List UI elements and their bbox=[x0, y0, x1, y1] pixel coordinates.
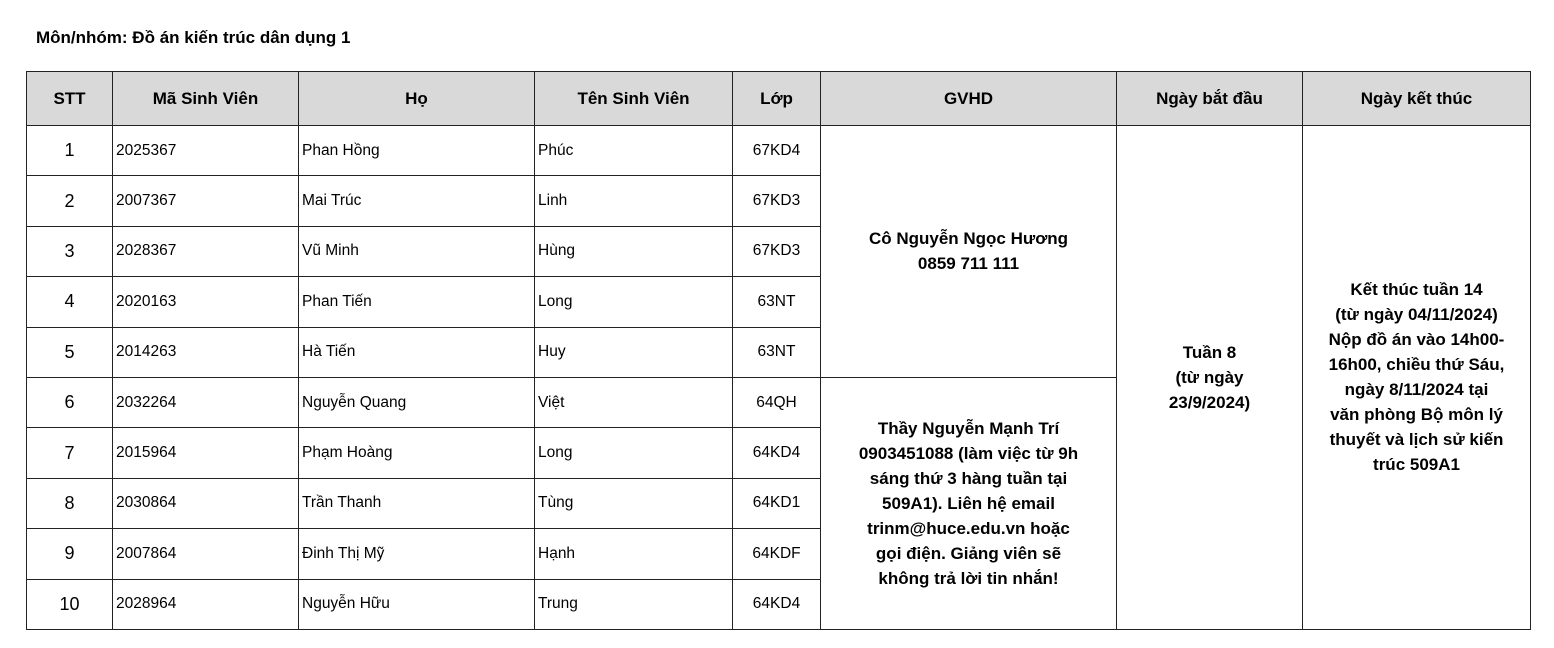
start-line: (từ ngày bbox=[1175, 367, 1244, 387]
start-line: 23/9/2024) bbox=[1168, 392, 1251, 412]
end-date-cell bbox=[1303, 126, 1531, 630]
cell-first-name: Việt bbox=[535, 377, 733, 427]
cell-last-name: Hà Tiến bbox=[299, 327, 535, 377]
end-line: thuyết và lịch sử kiến bbox=[1329, 430, 1504, 450]
start-line: Tuần 8 bbox=[1182, 342, 1237, 362]
cell-class: 64KD1 bbox=[733, 478, 821, 528]
header-supervisor: GVHD bbox=[821, 72, 1117, 126]
cell-first-name: Long bbox=[535, 277, 733, 327]
cell-student-id: 2007864 bbox=[113, 529, 299, 579]
cell-last-name: Phan Hồng bbox=[299, 126, 535, 176]
supervisor-2-line: gọi điện. Giảng viên sẽ bbox=[875, 543, 1062, 563]
cell-first-name: Linh bbox=[535, 176, 733, 226]
cell-student-id: 2030864 bbox=[113, 478, 299, 528]
header-first-name: Tên Sinh Viên bbox=[535, 72, 733, 126]
end-line: ngày 8/11/2024 tại bbox=[1344, 380, 1489, 400]
header-class: Lớp bbox=[733, 72, 821, 126]
supervisor-2-line: trinm@huce.edu.vn hoặc bbox=[867, 518, 1070, 538]
cell-student-id: 2014263 bbox=[113, 327, 299, 377]
header-start-date: Ngày bắt đầu bbox=[1117, 72, 1303, 126]
supervisor-2-line: Thầy Nguyễn Mạnh Trí bbox=[877, 418, 1060, 438]
cell-stt: 2 bbox=[27, 176, 113, 226]
cell-student-id: 2020163 bbox=[113, 277, 299, 327]
cell-class: 64KD4 bbox=[733, 428, 821, 478]
cell-stt: 5 bbox=[27, 327, 113, 377]
end-line: 16h00, chiều thứ Sáu, bbox=[1328, 355, 1505, 375]
cell-last-name: Mai Trúc bbox=[299, 176, 535, 226]
cell-student-id: 2025367 bbox=[113, 126, 299, 176]
cell-last-name: Nguyễn Quang bbox=[299, 377, 535, 427]
supervisor-2-line: 0903451088 (làm việc từ 9h bbox=[858, 443, 1079, 463]
cell-first-name: Long bbox=[535, 428, 733, 478]
end-line: trúc 509A1 bbox=[1373, 455, 1460, 475]
supervisor-2-line: không trả lời tin nhắn! bbox=[878, 568, 1059, 588]
table-row bbox=[27, 126, 1531, 176]
cell-student-id: 2028964 bbox=[113, 579, 299, 629]
cell-student-id: 2007367 bbox=[113, 176, 299, 226]
cell-stt: 6 bbox=[27, 377, 113, 427]
cell-last-name: Nguyễn Hữu bbox=[299, 579, 535, 629]
supervisor-2-line: 509A1). Liên hệ email bbox=[882, 493, 1055, 513]
header-row bbox=[27, 72, 1531, 126]
header-stt: STT bbox=[27, 72, 113, 126]
end-line: Nộp đồ án vào 14h00- bbox=[1328, 330, 1505, 350]
supervisor-1-cell bbox=[821, 126, 1117, 378]
cell-stt: 7 bbox=[27, 428, 113, 478]
cell-first-name: Tùng bbox=[535, 478, 733, 528]
cell-student-id: 2028367 bbox=[113, 226, 299, 276]
cell-last-name: Phan Tiến bbox=[299, 277, 535, 327]
cell-class: 64QH bbox=[733, 377, 821, 427]
supervisor-2-cell bbox=[821, 377, 1117, 629]
cell-class: 67KD3 bbox=[733, 226, 821, 276]
start-date-cell bbox=[1117, 126, 1303, 630]
header-last-name: Họ bbox=[299, 72, 535, 126]
cell-class: 64KD4 bbox=[733, 579, 821, 629]
supervisor-1-phone: 0859 711 111 bbox=[917, 254, 1020, 274]
cell-class: 67KD3 bbox=[733, 176, 821, 226]
student-roster-table bbox=[26, 71, 1531, 630]
end-line: (từ ngày 04/11/2024) bbox=[1335, 305, 1498, 325]
end-line: văn phòng Bộ môn lý bbox=[1330, 405, 1503, 425]
cell-stt: 4 bbox=[27, 277, 113, 327]
cell-stt: 9 bbox=[27, 529, 113, 579]
cell-stt: 10 bbox=[27, 579, 113, 629]
cell-class: 64KDF bbox=[733, 529, 821, 579]
cell-stt: 8 bbox=[27, 478, 113, 528]
cell-stt: 1 bbox=[27, 126, 113, 176]
cell-class: 63NT bbox=[733, 277, 821, 327]
cell-first-name: Huy bbox=[535, 327, 733, 377]
cell-stt: 3 bbox=[27, 226, 113, 276]
cell-last-name: Vũ Minh bbox=[299, 226, 535, 276]
subject-title: Môn/nhóm: Đồ án kiến trúc dân dụng 1 bbox=[36, 28, 351, 47]
cell-first-name: Phúc bbox=[535, 126, 733, 176]
cell-class: 63NT bbox=[733, 327, 821, 377]
header-student-id: Mã Sinh Viên bbox=[113, 72, 299, 126]
end-line: Kết thúc tuần 14 bbox=[1350, 280, 1483, 300]
cell-first-name: Hùng bbox=[535, 226, 733, 276]
cell-first-name: Trung bbox=[535, 579, 733, 629]
cell-last-name: Phạm Hoàng bbox=[299, 428, 535, 478]
header-end-date: Ngày kết thúc bbox=[1303, 72, 1531, 126]
supervisor-2-line: sáng thứ 3 hàng tuần tại bbox=[869, 468, 1068, 488]
cell-class: 67KD4 bbox=[733, 126, 821, 176]
supervisor-1-name: Cô Nguyễn Ngọc Hương bbox=[868, 229, 1069, 249]
cell-last-name: Trần Thanh bbox=[299, 478, 535, 528]
cell-student-id: 2015964 bbox=[113, 428, 299, 478]
cell-student-id: 2032264 bbox=[113, 377, 299, 427]
cell-first-name: Hạnh bbox=[535, 529, 733, 579]
cell-last-name: Đinh Thị Mỹ bbox=[299, 529, 535, 579]
